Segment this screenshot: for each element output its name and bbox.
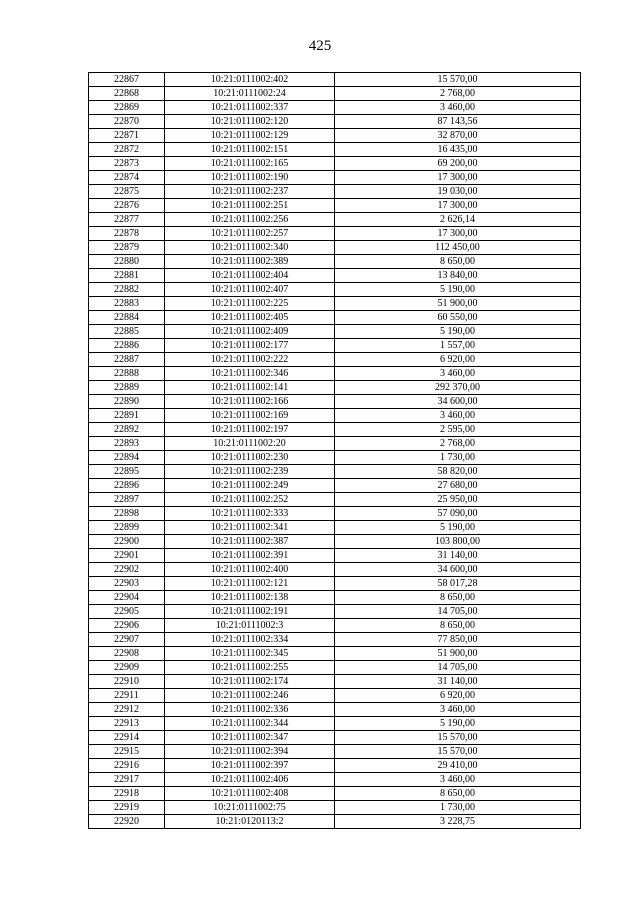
row-number-cell: 22908 (89, 647, 165, 661)
cadastral-number-cell: 10:21:0111002:190 (165, 171, 335, 185)
value-cell: 3 460,00 (335, 101, 581, 115)
value-cell: 2 768,00 (335, 87, 581, 101)
table-row (89, 437, 581, 451)
value-cell: 2 626,14 (335, 213, 581, 227)
cadastral-number-cell: 10:21:0111002:239 (165, 465, 335, 479)
row-number-cell: 22914 (89, 731, 165, 745)
cadastral-number-cell: 10:21:0111002:197 (165, 423, 335, 437)
row-number-cell: 22879 (89, 241, 165, 255)
cadastral-number-cell: 10:21:0111002:340 (165, 241, 335, 255)
cadastral-number-cell: 10:21:0111002:222 (165, 353, 335, 367)
table-row (89, 409, 581, 423)
table-row (89, 507, 581, 521)
value-cell: 17 300,00 (335, 227, 581, 241)
table-row (89, 535, 581, 549)
value-cell: 31 140,00 (335, 549, 581, 563)
cadastral-number-cell: 10:21:0111002:406 (165, 773, 335, 787)
value-cell: 57 090,00 (335, 507, 581, 521)
row-number-cell: 22892 (89, 423, 165, 437)
table-row (89, 311, 581, 325)
value-cell: 51 900,00 (335, 297, 581, 311)
value-cell: 103 800,00 (335, 535, 581, 549)
table-row (89, 675, 581, 689)
value-cell: 8 650,00 (335, 255, 581, 269)
value-cell: 60 550,00 (335, 311, 581, 325)
value-cell: 8 650,00 (335, 591, 581, 605)
value-cell: 31 140,00 (335, 675, 581, 689)
cadastral-number-cell: 10:21:0111002:166 (165, 395, 335, 409)
table-row (89, 563, 581, 577)
row-number-cell: 22899 (89, 521, 165, 535)
table-row (89, 661, 581, 675)
cadastral-number-cell: 10:21:0111002:151 (165, 143, 335, 157)
table-row (89, 647, 581, 661)
value-cell: 2 595,00 (335, 423, 581, 437)
value-cell: 34 600,00 (335, 395, 581, 409)
value-cell: 3 460,00 (335, 773, 581, 787)
table-row (89, 759, 581, 773)
table-row (89, 731, 581, 745)
cadastral-number-cell: 10:21:0111002:256 (165, 213, 335, 227)
row-number-cell: 22870 (89, 115, 165, 129)
row-number-cell: 22883 (89, 297, 165, 311)
value-cell: 3 460,00 (335, 367, 581, 381)
row-number-cell: 22896 (89, 479, 165, 493)
table-row (89, 801, 581, 815)
value-cell: 3 228,75 (335, 815, 581, 829)
table-row (89, 703, 581, 717)
row-number-cell: 22917 (89, 773, 165, 787)
cadastral-number-cell: 10:21:0111002:252 (165, 493, 335, 507)
value-cell: 15 570,00 (335, 731, 581, 745)
value-cell: 27 680,00 (335, 479, 581, 493)
table-row (89, 353, 581, 367)
value-cell: 1 730,00 (335, 801, 581, 815)
value-cell: 87 143,56 (335, 115, 581, 129)
table-row (89, 479, 581, 493)
table-row (89, 185, 581, 199)
cadastral-number-cell: 10:21:0111002:402 (165, 73, 335, 87)
cadastral-number-cell: 10:21:0111002:409 (165, 325, 335, 339)
cadastral-number-cell: 10:21:0111002:387 (165, 535, 335, 549)
table-row (89, 241, 581, 255)
registry-table (88, 72, 581, 829)
value-cell: 58 017,28 (335, 577, 581, 591)
cadastral-number-cell: 10:21:0111002:230 (165, 451, 335, 465)
cadastral-number-cell: 10:21:0111002:397 (165, 759, 335, 773)
table-row (89, 395, 581, 409)
value-cell: 14 705,00 (335, 605, 581, 619)
value-cell: 5 190,00 (335, 717, 581, 731)
value-cell: 5 190,00 (335, 521, 581, 535)
row-number-cell: 22894 (89, 451, 165, 465)
row-number-cell: 22895 (89, 465, 165, 479)
row-number-cell: 22876 (89, 199, 165, 213)
value-cell: 29 410,00 (335, 759, 581, 773)
cadastral-number-cell: 10:21:0111002:129 (165, 129, 335, 143)
value-cell: 6 920,00 (335, 689, 581, 703)
table-row (89, 773, 581, 787)
row-number-cell: 22900 (89, 535, 165, 549)
cadastral-number-cell: 10:21:0111002:3 (165, 619, 335, 633)
cadastral-number-cell: 10:21:0111002:20 (165, 437, 335, 451)
cadastral-number-cell: 10:21:0111002:75 (165, 801, 335, 815)
table-row (89, 157, 581, 171)
row-number-cell: 22881 (89, 269, 165, 283)
value-cell: 3 460,00 (335, 703, 581, 717)
row-number-cell: 22920 (89, 815, 165, 829)
cadastral-number-cell: 10:21:0111002:191 (165, 605, 335, 619)
value-cell: 2 768,00 (335, 437, 581, 451)
value-cell: 34 600,00 (335, 563, 581, 577)
row-number-cell: 22890 (89, 395, 165, 409)
table-row (89, 199, 581, 213)
table-row (89, 339, 581, 353)
cadastral-number-cell: 10:21:0120113:2 (165, 815, 335, 829)
cadastral-number-cell: 10:21:0111002:141 (165, 381, 335, 395)
row-number-cell: 22918 (89, 787, 165, 801)
cadastral-number-cell: 10:21:0111002:120 (165, 115, 335, 129)
row-number-cell: 22903 (89, 577, 165, 591)
value-cell: 8 650,00 (335, 619, 581, 633)
value-cell: 5 190,00 (335, 283, 581, 297)
row-number-cell: 22893 (89, 437, 165, 451)
table-row (89, 101, 581, 115)
cadastral-number-cell: 10:21:0111002:333 (165, 507, 335, 521)
value-cell: 69 200,00 (335, 157, 581, 171)
cadastral-number-cell: 10:21:0111002:347 (165, 731, 335, 745)
cadastral-number-cell: 10:21:0111002:405 (165, 311, 335, 325)
row-number-cell: 22884 (89, 311, 165, 325)
table-row (89, 521, 581, 535)
value-cell: 5 190,00 (335, 325, 581, 339)
cadastral-number-cell: 10:21:0111002:257 (165, 227, 335, 241)
row-number-cell: 22888 (89, 367, 165, 381)
cadastral-number-cell: 10:21:0111002:334 (165, 633, 335, 647)
table-row (89, 87, 581, 101)
row-number-cell: 22880 (89, 255, 165, 269)
cadastral-number-cell: 10:21:0111002:138 (165, 591, 335, 605)
value-cell: 17 300,00 (335, 171, 581, 185)
row-number-cell: 22891 (89, 409, 165, 423)
table-row (89, 815, 581, 829)
row-number-cell: 22887 (89, 353, 165, 367)
row-number-cell: 22904 (89, 591, 165, 605)
cadastral-number-cell: 10:21:0111002:165 (165, 157, 335, 171)
value-cell: 17 300,00 (335, 199, 581, 213)
cadastral-number-cell: 10:21:0111002:337 (165, 101, 335, 115)
row-number-cell: 22875 (89, 185, 165, 199)
value-cell: 16 435,00 (335, 143, 581, 157)
table-row (89, 269, 581, 283)
cadastral-number-cell: 10:21:0111002:400 (165, 563, 335, 577)
row-number-cell: 22885 (89, 325, 165, 339)
row-number-cell: 22912 (89, 703, 165, 717)
table-row (89, 577, 581, 591)
table-row (89, 619, 581, 633)
row-number-cell: 22905 (89, 605, 165, 619)
table-row (89, 605, 581, 619)
table-row (89, 591, 581, 605)
cadastral-number-cell: 10:21:0111002:251 (165, 199, 335, 213)
row-number-cell: 22882 (89, 283, 165, 297)
value-cell: 14 705,00 (335, 661, 581, 675)
cadastral-number-cell: 10:21:0111002:336 (165, 703, 335, 717)
value-cell: 1 557,00 (335, 339, 581, 353)
value-cell: 292 370,00 (335, 381, 581, 395)
cadastral-number-cell: 10:21:0111002:404 (165, 269, 335, 283)
row-number-cell: 22910 (89, 675, 165, 689)
row-number-cell: 22901 (89, 549, 165, 563)
cadastral-number-cell: 10:21:0111002:341 (165, 521, 335, 535)
value-cell: 32 870,00 (335, 129, 581, 143)
cadastral-number-cell: 10:21:0111002:121 (165, 577, 335, 591)
table-row (89, 717, 581, 731)
row-number-cell: 22877 (89, 213, 165, 227)
table-row (89, 171, 581, 185)
cadastral-number-cell: 10:21:0111002:391 (165, 549, 335, 563)
cadastral-number-cell: 10:21:0111002:346 (165, 367, 335, 381)
page-number: 425 (308, 38, 332, 54)
value-cell: 15 570,00 (335, 745, 581, 759)
value-cell: 13 840,00 (335, 269, 581, 283)
cadastral-number-cell: 10:21:0111002:246 (165, 689, 335, 703)
row-number-cell: 22911 (89, 689, 165, 703)
row-number-cell: 22916 (89, 759, 165, 773)
row-number-cell: 22868 (89, 87, 165, 101)
cadastral-number-cell: 10:21:0111002:249 (165, 479, 335, 493)
cadastral-number-cell: 10:21:0111002:255 (165, 661, 335, 675)
row-number-cell: 22871 (89, 129, 165, 143)
table-row (89, 689, 581, 703)
row-number-cell: 22915 (89, 745, 165, 759)
value-cell: 1 730,00 (335, 451, 581, 465)
row-number-cell: 22874 (89, 171, 165, 185)
cadastral-number-cell: 10:21:0111002:407 (165, 283, 335, 297)
table-row (89, 115, 581, 129)
value-cell: 25 950,00 (335, 493, 581, 507)
row-number-cell: 22909 (89, 661, 165, 675)
table-row (89, 451, 581, 465)
table-row (89, 367, 581, 381)
value-cell: 77 850,00 (335, 633, 581, 647)
table-row (89, 283, 581, 297)
table-row (89, 213, 581, 227)
table-row (89, 465, 581, 479)
row-number-cell: 22897 (89, 493, 165, 507)
row-number-cell: 22869 (89, 101, 165, 115)
value-cell: 51 900,00 (335, 647, 581, 661)
row-number-cell: 22902 (89, 563, 165, 577)
table-row (89, 633, 581, 647)
table-row (89, 227, 581, 241)
cadastral-number-cell: 10:21:0111002:174 (165, 675, 335, 689)
row-number-cell: 22873 (89, 157, 165, 171)
registry-table-body (89, 73, 581, 829)
value-cell: 6 920,00 (335, 353, 581, 367)
row-number-cell: 22907 (89, 633, 165, 647)
table-row (89, 129, 581, 143)
table-row (89, 745, 581, 759)
table-row (89, 143, 581, 157)
cadastral-number-cell: 10:21:0111002:237 (165, 185, 335, 199)
row-number-cell: 22913 (89, 717, 165, 731)
table-row (89, 381, 581, 395)
cadastral-number-cell: 10:21:0111002:394 (165, 745, 335, 759)
row-number-cell: 22889 (89, 381, 165, 395)
value-cell: 58 820,00 (335, 465, 581, 479)
cadastral-number-cell: 10:21:0111002:345 (165, 647, 335, 661)
row-number-cell: 22867 (89, 73, 165, 87)
row-number-cell: 22919 (89, 801, 165, 815)
table-row (89, 297, 581, 311)
cadastral-number-cell: 10:21:0111002:177 (165, 339, 335, 353)
row-number-cell: 22898 (89, 507, 165, 521)
cadastral-number-cell: 10:21:0111002:389 (165, 255, 335, 269)
cadastral-number-cell: 10:21:0111002:408 (165, 787, 335, 801)
table-row (89, 787, 581, 801)
cadastral-number-cell: 10:21:0111002:344 (165, 717, 335, 731)
value-cell: 15 570,00 (335, 73, 581, 87)
cadastral-number-cell: 10:21:0111002:169 (165, 409, 335, 423)
row-number-cell: 22878 (89, 227, 165, 241)
value-cell: 19 030,00 (335, 185, 581, 199)
table-row (89, 549, 581, 563)
row-number-cell: 22906 (89, 619, 165, 633)
value-cell: 3 460,00 (335, 409, 581, 423)
table-row (89, 255, 581, 269)
row-number-cell: 22886 (89, 339, 165, 353)
row-number-cell: 22872 (89, 143, 165, 157)
cadastral-number-cell: 10:21:0111002:225 (165, 297, 335, 311)
table-row (89, 325, 581, 339)
value-cell: 8 650,00 (335, 787, 581, 801)
table-row (89, 73, 581, 87)
table-row (89, 493, 581, 507)
table-row (89, 423, 581, 437)
value-cell: 112 450,00 (335, 241, 581, 255)
cadastral-number-cell: 10:21:0111002:24 (165, 87, 335, 101)
